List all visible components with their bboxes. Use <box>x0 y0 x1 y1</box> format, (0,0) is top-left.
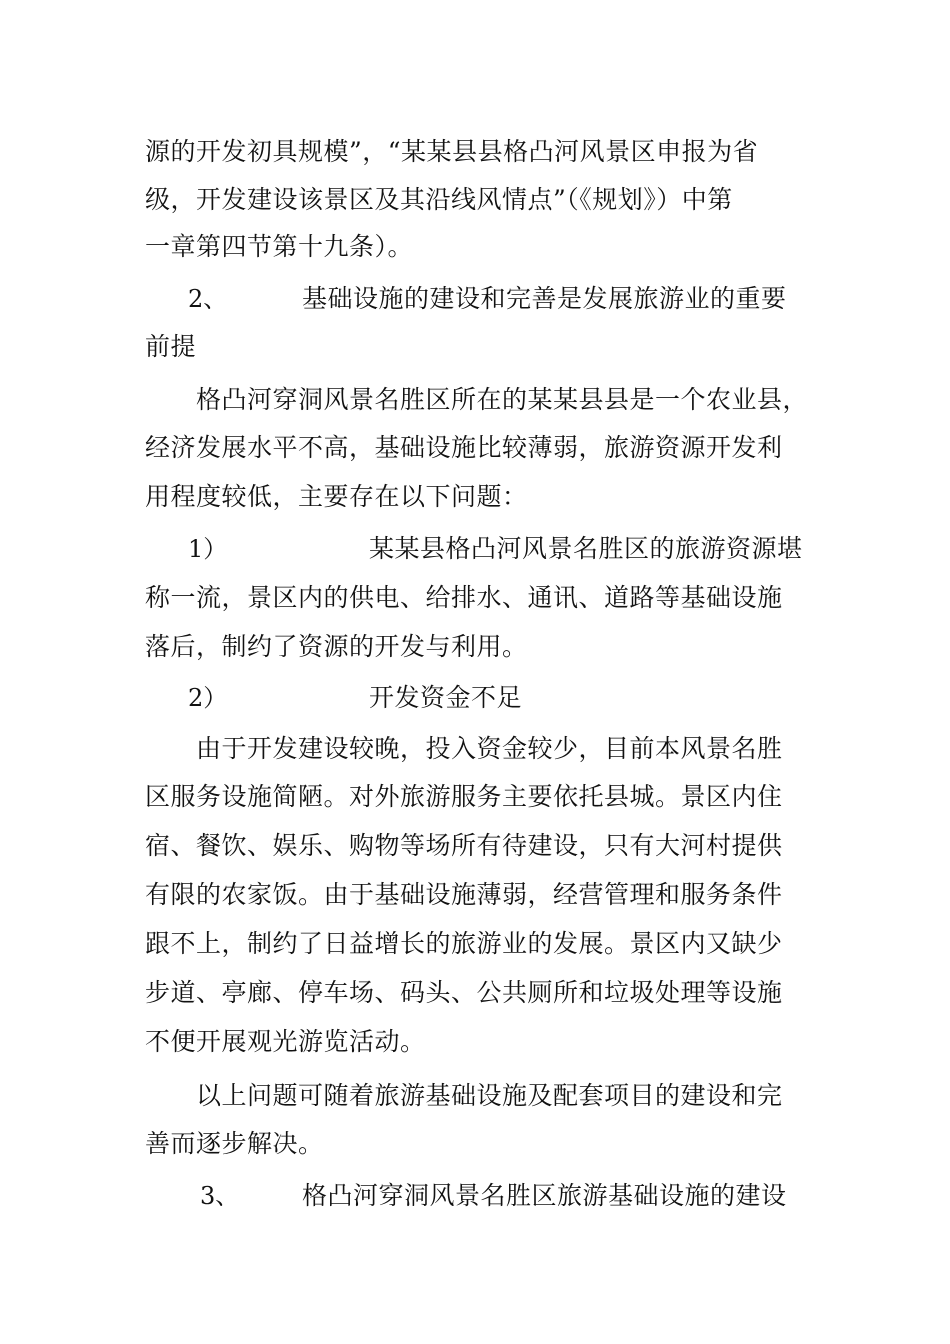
list-item-text: 落后，制约了资源的开发与利用。 <box>145 632 528 661</box>
text-line: 级，开发建设该景区及其沿线风情点”（《规划》）中第 <box>145 185 733 214</box>
text-line: 步道、亭廊、停车场、码头、公共厕所和垃圾处理等设施 <box>145 978 783 1007</box>
text-line: 有限的农家饭。由于基础设施薄弱，经营管理和服务条件 <box>145 880 783 909</box>
list-item-text: 称一流，景区内的供电、给排水、通讯、道路等基础设施 <box>145 583 783 612</box>
list-item-text: 开发资金不足 <box>369 683 523 712</box>
section-heading: 前提 <box>145 332 197 361</box>
text-line: 区服务设施简陋。对外旅游服务主要依托县城。景区内住 <box>145 782 783 811</box>
text-line: 善而逐步解决。 <box>145 1129 324 1158</box>
section-heading: 格凸河穿洞风景名胜区旅游基础设施的建设 <box>302 1181 787 1210</box>
section-number: 3、 <box>200 1182 240 1210</box>
text-line: 跟不上，制约了日益增长的旅游业的发展。景区内又缺少 <box>145 929 783 958</box>
text-line: 用程度较低，主要存在以下问题： <box>145 482 528 511</box>
text-line: 格凸河穿洞风景名胜区所在的某某县县是一个农业县， <box>196 385 809 414</box>
list-number: 1） <box>188 535 228 563</box>
list-number: 2） <box>188 684 228 712</box>
section-number: 2、 <box>188 285 228 313</box>
text-line: 经济发展水平不高，基础设施比较薄弱，旅游资源开发利 <box>145 433 783 462</box>
section-heading: 基础设施的建设和完善是发展旅游业的重要 <box>302 284 787 313</box>
text-line: 由于开发建设较晚，投入资金较少，目前本风景名胜 <box>196 734 783 763</box>
list-item-text: 某某县格凸河风景名胜区的旅游资源堪 <box>369 534 803 563</box>
text-line: 一章第四节第十九条）。 <box>145 232 414 261</box>
text-line: 不便开展观光游览活动。 <box>145 1027 426 1056</box>
text-line: 宿、餐饮、娱乐、购物等场所有待建设，只有大河村提供 <box>145 831 783 860</box>
text-line: 源的开发初具规模”，“某某县县格凸河风景区申报为省 <box>145 137 759 166</box>
text-line: 以上问题可随着旅游基础设施及配套项目的建设和完 <box>196 1081 783 1110</box>
